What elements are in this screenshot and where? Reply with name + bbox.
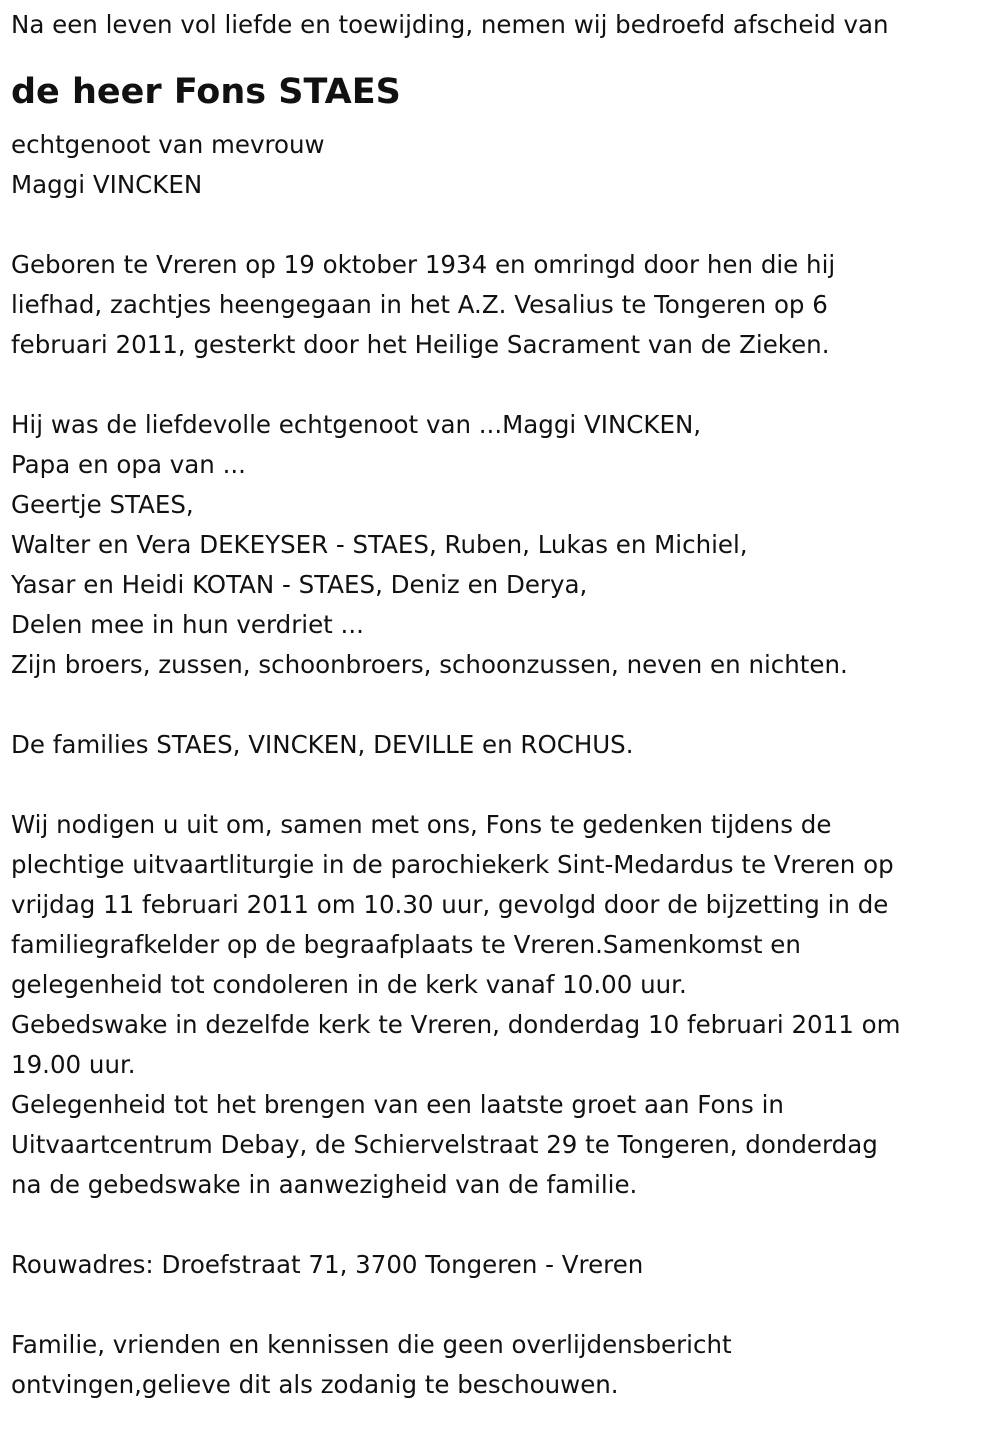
paragraph-line: Familie, vrienden en kennissen die geen overlijdensbericht <box>11 1330 732 1359</box>
paragraph-line: gelegenheid tot condoleren in de kerk vanaf 10.00 uur. <box>11 970 687 999</box>
ceremony-paragraph <box>11 805 991 1205</box>
closing-paragraph <box>11 1325 991 1405</box>
birth-paragraph <box>11 245 991 365</box>
spacer <box>11 205 991 245</box>
paragraph-line: Hij was de liefdevolle echtgenoot van ...Maggi VINCKEN, <box>11 410 702 439</box>
paragraph-line: Wij nodigen u uit om, samen met ons, Fons te gedenken tijdens de <box>11 810 832 839</box>
paragraph-line: na de gebedswake in aanwezigheid van de familie. <box>11 1170 638 1199</box>
deceased-name: de heer Fons STAES <box>11 72 401 112</box>
families-line: De families STAES, VINCKEN, DEVILLE en ROCHUS. <box>11 730 634 759</box>
paragraph-line: vrijdag 11 februari 2011 om 10.30 uur, gevolgd door de bijzetting in de <box>11 890 889 919</box>
mourning-address: Rouwadres: Droefstraat 71, 3700 Tongeren - Vreren <box>11 1250 644 1279</box>
paragraph-line: Gebedswake in dezelfde kerk te Vreren, donderdag 10 februari 2011 om <box>11 1010 901 1039</box>
spacer <box>11 765 991 805</box>
paragraph-line: Uitvaartcentrum Debay, de Schiervelstraat 29 te Tongeren, donderdag <box>11 1130 878 1159</box>
spouse-name: Maggi VINCKEN <box>11 170 203 199</box>
paragraph-line: ontvingen,gelieve dit als zodanig te beschouwen. <box>11 1370 619 1399</box>
spacer <box>11 1285 991 1325</box>
paragraph-line: 19.00 uur. <box>11 1050 136 1079</box>
paragraph-line: Zijn broers, zussen, schoonbroers, schoonzussen, neven en nichten. <box>11 650 848 679</box>
paragraph-line: Delen mee in hun verdriet ... <box>11 610 364 639</box>
obituary-notice <box>11 0 991 1405</box>
paragraph-line: liefhad, zachtjes heengegaan in het A.Z. Vesalius te Tongeren op 6 <box>11 290 828 319</box>
spacer <box>11 1205 991 1245</box>
spacer <box>11 685 991 725</box>
paragraph-line: Yasar en Heidi KOTAN - STAES, Deniz en Derya, <box>11 570 588 599</box>
spacer <box>11 365 991 405</box>
family-paragraph <box>11 405 991 685</box>
paragraph-line: Papa en opa van ... <box>11 450 246 479</box>
paragraph-line: Gelegenheid tot het brengen van een laatste groet aan Fons in <box>11 1090 784 1119</box>
intro-text: Na een leven vol liefde en toewijding, nemen wij bedroefd afscheid van <box>11 10 889 39</box>
paragraph-line: Geboren te Vreren op 19 oktober 1934 en omringd door hen die hij <box>11 250 836 279</box>
paragraph-line: plechtige uitvaartliturgie in de parochiekerk Sint-Medardus te Vreren op <box>11 850 894 879</box>
paragraph-line: familiegrafkelder op de begraafplaats te Vreren.Samenkomst en <box>11 930 801 959</box>
paragraph-line: Geertje STAES, <box>11 490 194 519</box>
paragraph-line: Walter en Vera DEKEYSER - STAES, Ruben, Lukas en Michiel, <box>11 530 748 559</box>
paragraph-line: februari 2011, gesterkt door het Heilige Sacrament van de Zieken. <box>11 330 830 359</box>
spouse-line: echtgenoot van mevrouw <box>11 130 325 159</box>
